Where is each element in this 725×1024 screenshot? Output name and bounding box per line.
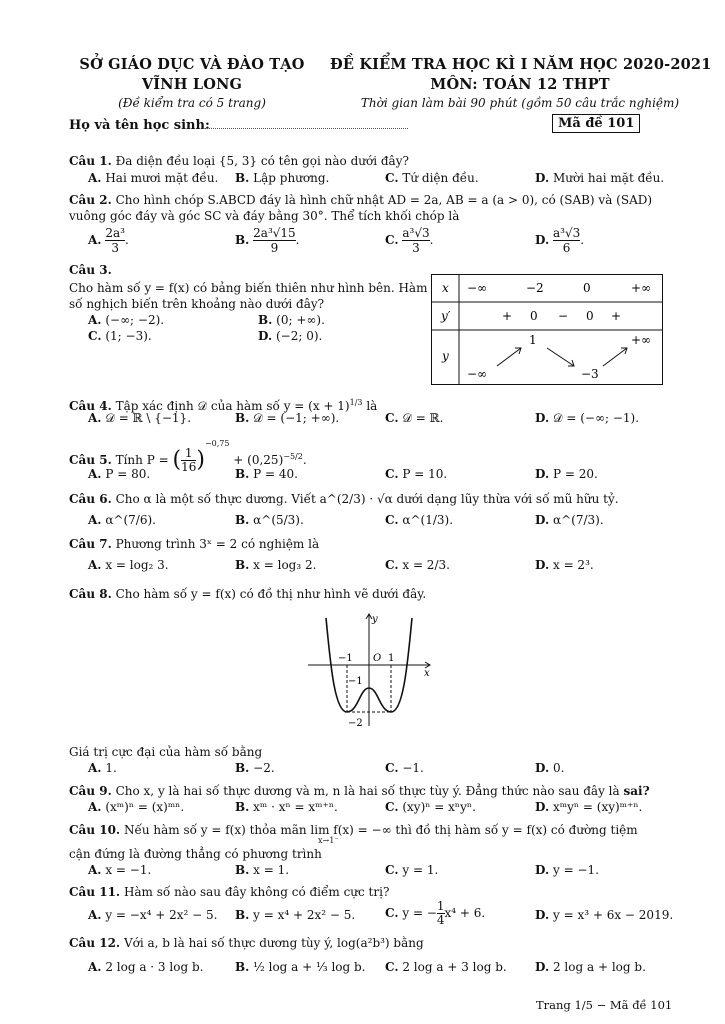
q9-option-c[interactable]: C. (xy)ⁿ = xⁿyⁿ.: [385, 800, 476, 814]
question-10-line2: cận đứng là đường thẳng có phương trình: [69, 847, 322, 861]
q2-c-den: 3: [412, 241, 420, 255]
q7-option-b[interactable]: B. x = log₃ 2.: [235, 558, 317, 572]
exam-title: ĐỀ KIỂM TRA HỌC KÌ I NĂM HỌC 2020-2021: [330, 56, 712, 73]
q12-option-b[interactable]: B. ½ log a + ⅓ log b.: [235, 960, 366, 974]
vt-x-1: −2: [526, 281, 544, 295]
q5-option-d[interactable]: D. P = 20.: [535, 467, 598, 481]
q10-option-d[interactable]: D. y = −1.: [535, 863, 599, 877]
question-3-line1: Cho hàm số y = f(x) có bảng biến thiên như hình bên. Hàm: [69, 281, 428, 295]
graph-origin: O: [373, 653, 382, 664]
q5-option-b[interactable]: B. P = 40.: [235, 467, 298, 481]
q10-option-a[interactable]: A. x = −1.: [88, 863, 152, 877]
student-name-label: Họ và tên học sinh:: [69, 118, 210, 133]
q10-option-b[interactable]: B. x = 1.: [235, 863, 290, 877]
vt-arrow-up-2: [603, 348, 627, 366]
q12-option-a[interactable]: A. 2 log a · 3 log b.: [88, 960, 204, 974]
q6-option-c[interactable]: C. α^(1/3).: [385, 513, 454, 527]
q4-exponent: 1/3: [349, 398, 363, 407]
question-4: Câu 4. Tập xác định 𝒟 của hàm số $y = (x + 1)^{1/3}$ là: [69, 398, 378, 413]
q11-c-num: 1: [436, 899, 445, 913]
q3-option-a[interactable]: A. (−∞; −2).: [88, 313, 165, 327]
q5-frac-den: 16: [181, 460, 197, 474]
time-note: Thời gian làm bài 90 phút (gồm 50 câu trắc nghiệm): [360, 96, 680, 110]
q4-option-a[interactable]: A. 𝒟 = ℝ \ {−1}.: [88, 411, 192, 425]
q7-option-c[interactable]: C. x = 2/3.: [385, 558, 450, 572]
q8-option-a[interactable]: A. 1.: [88, 761, 117, 775]
q10-limit-subscript: x→1⁻: [318, 836, 339, 845]
q6-option-b[interactable]: B. α^(5/3).: [235, 513, 304, 527]
q2-b-den: 9: [270, 241, 279, 255]
vt-x-0: −∞: [467, 281, 488, 295]
question-1: Câu 1. Đa diện đều loại {5, 3} có tên gọi nào dưới đây?: [69, 154, 409, 168]
graph-x-label: x: [424, 668, 430, 679]
vt-arrow-up-1: [497, 348, 521, 366]
vt-y-max: 1: [529, 333, 537, 347]
vt-dy-label: y′: [441, 309, 451, 323]
question-8-after: Giá trị cực đại của hàm số bằng: [69, 745, 263, 759]
vt-y-label: y: [442, 349, 449, 363]
q9-option-d[interactable]: D. xᵐyⁿ = (xy)ᵐ⁺ⁿ.: [535, 800, 643, 814]
question-3-line2: số nghịch biến trên khoảng nào dưới đây?: [69, 297, 325, 311]
vt-y-minusinf: −∞: [467, 367, 488, 381]
q2-b-num: 2a³√15: [253, 226, 296, 240]
graph-tick-x1: 1: [388, 653, 395, 664]
vt-sign-0: +: [502, 309, 513, 323]
vt-y-plusinf: +∞: [631, 333, 652, 347]
q2-c-num: a³√3: [402, 226, 430, 240]
q2-option-b[interactable]: B. $\frac{\text{2a³√15}}{9}$ .: [235, 226, 300, 255]
function-graph: [300, 608, 440, 732]
q5-option-a[interactable]: A. P = 80.: [88, 467, 151, 481]
exam-code: Mã đề 101: [552, 114, 640, 133]
question-2-line2: vuông góc đáy và góc SC và đáy bằng 30°. Thể tích khối chóp là: [69, 209, 460, 223]
q8-option-d[interactable]: D. 0.: [535, 761, 565, 775]
q1-option-a[interactable]: A. Hai mươi mặt đều.: [88, 171, 219, 185]
q3-option-b[interactable]: B. (0; +∞).: [258, 313, 325, 327]
question-10-line1: Câu 10. Nếu hàm số y = f(x) thỏa mãn lim f(x) = −∞ thì đồ thị hàm số y = f(x) có đường tiệm: [69, 823, 638, 837]
q12-option-c[interactable]: C. 2 log a + 3 log b.: [385, 960, 507, 974]
question-11: Câu 11. Hàm số nào sau đây không có điểm cực trị?: [69, 885, 390, 899]
province-name: VĨNH LONG: [141, 76, 243, 93]
q5-option-c[interactable]: C. P = 10.: [385, 467, 448, 481]
question-6: Câu 6. Cho α là một số thực dương. Viết a^(2/3) · √α dưới dạng lũy thừa với số mũ hữu tỷ.: [69, 492, 619, 506]
q1-option-c[interactable]: C. Tứ diện đều.: [385, 171, 479, 185]
q2-d-num: a³√3: [552, 226, 581, 240]
subject-title: MÔN: TOÁN 12 THPT: [430, 76, 610, 93]
q3-option-c[interactable]: C. (1; −3).: [88, 329, 152, 343]
question-8: Câu 8. Cho hàm số y = f(x) có đồ thị như hình vẽ dưới đây.: [69, 587, 427, 601]
page-footer: Trang 1/5 − Mã đề 101: [536, 998, 673, 1012]
q2-a-den: 3: [111, 241, 119, 255]
student-name-field[interactable]: [203, 118, 408, 132]
vt-sign-4: +: [611, 309, 622, 323]
q4-option-d[interactable]: D. 𝒟 = (−∞; −1).: [535, 411, 640, 425]
question-9: Câu 9. Cho x, y là hai số thực dương và m, n là hai số thực tùy ý. Đẳng thức nào sau đây là sai?: [69, 784, 650, 798]
question-2-line1: Câu 2. Cho hình chóp S.ABCD đáy là hình chữ nhật AD = 2a, AB = a (a > 0), có (SAB) và (SAD): [69, 193, 653, 207]
q5-exp2: −5/2: [283, 452, 303, 461]
q9-option-b[interactable]: B. xᵐ · xⁿ = xᵐ⁺ⁿ.: [235, 800, 338, 814]
vt-x-3: +∞: [631, 281, 652, 295]
vt-x-label: x: [442, 281, 449, 295]
q2-option-c[interactable]: C. $\frac{\text{a³√3}}{3}$ .: [385, 226, 434, 255]
q6-option-a[interactable]: A. α^(7/6).: [88, 513, 156, 527]
vt-sign-3: 0: [586, 309, 594, 323]
question-5: Câu 5. Tính P = ( $\frac{1}{16}$ )$^{-0,75} + (0,25)^{-5/2}$.: [69, 439, 307, 474]
q12-option-d[interactable]: D. 2 log a + log b.: [535, 960, 646, 974]
vt-arrow-down: [547, 348, 574, 366]
q11-option-d[interactable]: D. y = x³ + 6x − 2019.: [535, 908, 674, 922]
variation-table: [431, 274, 664, 386]
question-3-label: Câu 3.: [69, 263, 112, 277]
q4-option-b[interactable]: B. 𝒟 = (−1; +∞).: [235, 411, 340, 425]
q1-option-d[interactable]: D. Mười hai mặt đều.: [535, 171, 665, 185]
graph-y-label: y: [372, 614, 378, 625]
graph-tick-ym2: −2: [348, 718, 363, 729]
q8-option-c[interactable]: C. −1.: [385, 761, 424, 775]
q5-frac-num: 1: [181, 447, 196, 461]
q2-a-num: 2a³: [105, 226, 125, 240]
q5-exp1: −0,75: [204, 439, 230, 448]
page-count-note: (Đề kiểm tra có 5 trang): [118, 96, 266, 110]
vt-x-2: 0: [583, 281, 591, 295]
question-7: Câu 7. Phương trình 3ˣ = 2 có nghiệm là: [69, 537, 320, 551]
q6-option-d[interactable]: D. α^(7/3).: [535, 513, 604, 527]
q11-option-a[interactable]: A. y = −x⁴ + 2x² − 5.: [88, 908, 218, 922]
q4-option-c[interactable]: C. 𝒟 = ℝ.: [385, 411, 444, 425]
graph-tick-xm1: −1: [338, 653, 353, 664]
q3-option-d[interactable]: D. (−2; 0).: [258, 329, 323, 343]
vt-y-min: −3: [581, 367, 599, 381]
q2-option-d[interactable]: D. $\frac{\text{a³√3}}{6}$ .: [535, 226, 585, 255]
q7-option-a[interactable]: A. x = log₂ 3.: [88, 558, 169, 572]
q11-c-den: 4: [436, 913, 445, 927]
vt-sign-2: −: [558, 309, 569, 323]
q2-option-a[interactable]: A. $\frac{\text{2a³}}{3}$ .: [88, 226, 129, 255]
graph-tick-ym1: −1: [348, 676, 363, 687]
q1-option-b[interactable]: B. Lập phương.: [235, 171, 330, 185]
question-12: Câu 12. Với a, b là hai số thực dương tùy ý, log(a²b³) bằng: [69, 936, 424, 950]
dept-name: SỞ GIÁO DỤC VÀ ĐÀO TẠO: [79, 56, 305, 73]
q2-d-den: 6: [562, 241, 571, 255]
q11-option-b[interactable]: B. y = x⁴ + 2x² − 5.: [235, 908, 356, 922]
q8-option-b[interactable]: B. −2.: [235, 761, 275, 775]
q11-option-c[interactable]: C. y = − $\frac{1}{4}$ x⁴ + 6.: [385, 899, 486, 927]
q10-option-c[interactable]: C. y = 1.: [385, 863, 439, 877]
vt-sign-1: 0: [530, 309, 538, 323]
q7-option-d[interactable]: D. x = 2³.: [535, 558, 594, 572]
q9-option-a[interactable]: A. (xᵐ)ⁿ = (x)ᵐⁿ.: [88, 800, 185, 814]
